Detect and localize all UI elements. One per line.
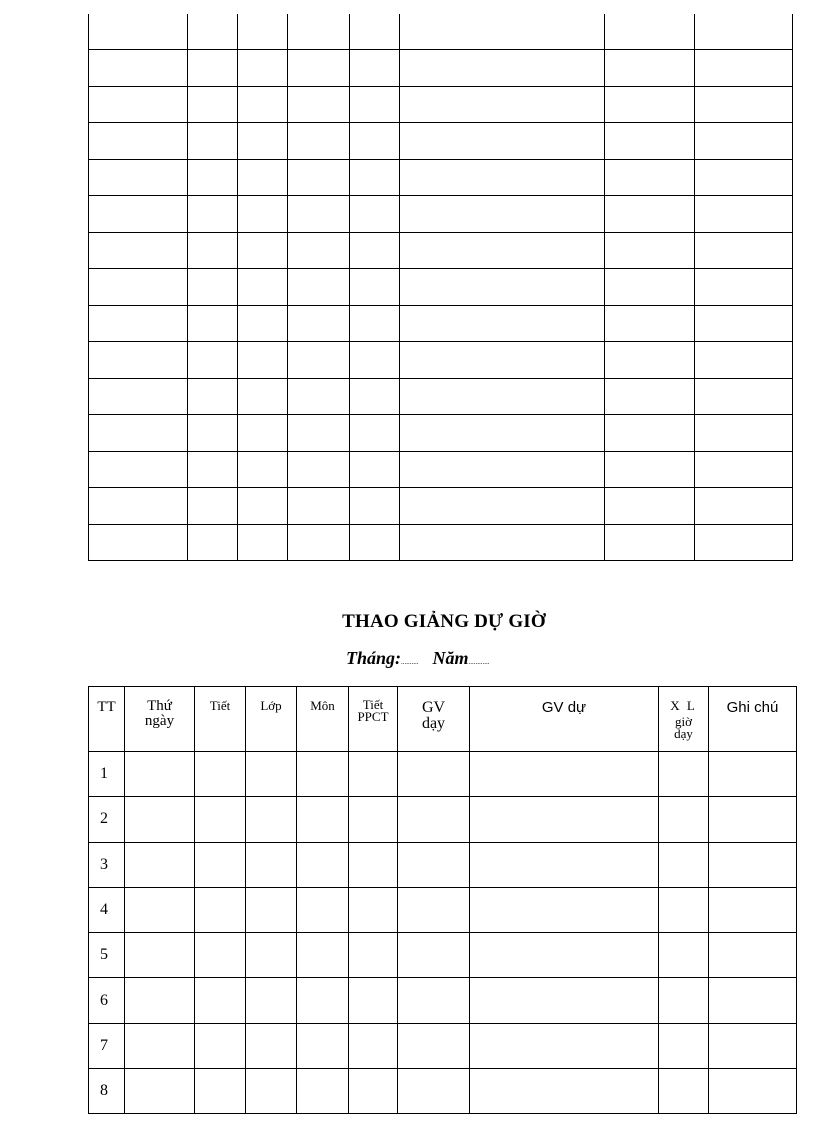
table-row bbox=[89, 269, 793, 306]
table-cell bbox=[605, 86, 695, 123]
table-cell bbox=[695, 305, 793, 342]
table-cell bbox=[605, 488, 695, 525]
table-cell bbox=[605, 50, 695, 87]
table-cell bbox=[188, 415, 238, 452]
table-row bbox=[89, 342, 793, 379]
table-cell bbox=[400, 159, 605, 196]
table-cell bbox=[709, 1069, 797, 1114]
table-cell bbox=[288, 415, 350, 452]
table-cell bbox=[695, 159, 793, 196]
table-cell bbox=[398, 978, 470, 1023]
table-cell bbox=[188, 123, 238, 160]
table-cell bbox=[89, 488, 188, 525]
header-thu-ngay: Thứ ngày bbox=[125, 687, 195, 752]
table-cell bbox=[400, 378, 605, 415]
table-row bbox=[89, 933, 797, 978]
table-cell bbox=[238, 378, 288, 415]
table-cell bbox=[349, 1069, 398, 1114]
table-cell bbox=[605, 123, 695, 160]
table-cell bbox=[297, 752, 349, 797]
table-cell bbox=[238, 232, 288, 269]
year-label: Năm bbox=[432, 648, 469, 668]
table-cell bbox=[398, 887, 470, 932]
table-cell bbox=[288, 159, 350, 196]
table-cell bbox=[709, 842, 797, 887]
table-cell bbox=[195, 1069, 246, 1114]
table-cell bbox=[350, 305, 400, 342]
table-cell bbox=[89, 415, 188, 452]
table-cell bbox=[125, 1069, 195, 1114]
table-cell bbox=[349, 842, 398, 887]
header-gv-day: GV dạy bbox=[398, 687, 470, 752]
table-cell bbox=[89, 196, 188, 233]
table-cell bbox=[188, 50, 238, 87]
table-cell bbox=[188, 232, 238, 269]
table-cell bbox=[246, 1069, 297, 1114]
table-cell bbox=[188, 342, 238, 379]
table-cell bbox=[89, 451, 188, 488]
table-cell bbox=[246, 933, 297, 978]
table-cell bbox=[398, 1023, 470, 1068]
header-gv-du: GV dự bbox=[470, 687, 659, 752]
table-cell bbox=[238, 342, 288, 379]
table-cell bbox=[695, 524, 793, 561]
table-cell bbox=[195, 933, 246, 978]
row-number: 5 bbox=[89, 933, 125, 978]
table-cell bbox=[288, 378, 350, 415]
table-cell bbox=[238, 196, 288, 233]
table-cell bbox=[188, 269, 238, 306]
table-cell bbox=[398, 1069, 470, 1114]
table-row bbox=[89, 14, 793, 50]
table-cell bbox=[350, 50, 400, 87]
table-cell bbox=[470, 1023, 659, 1068]
table-cell bbox=[297, 933, 349, 978]
table-cell bbox=[297, 887, 349, 932]
table-cell bbox=[605, 14, 695, 50]
table-cell bbox=[125, 842, 195, 887]
table-row bbox=[89, 123, 793, 160]
table-cell bbox=[400, 305, 605, 342]
table-cell bbox=[246, 797, 297, 842]
table-cell bbox=[400, 196, 605, 233]
row-number: 2 bbox=[89, 797, 125, 842]
table-cell bbox=[288, 14, 350, 50]
table-cell bbox=[288, 50, 350, 87]
table-cell bbox=[195, 1023, 246, 1068]
table-cell bbox=[297, 797, 349, 842]
table-cell bbox=[125, 887, 195, 932]
table-row bbox=[89, 305, 793, 342]
table-cell bbox=[195, 978, 246, 1023]
table-cell bbox=[659, 797, 709, 842]
row-number: 1 bbox=[89, 752, 125, 797]
table-cell bbox=[709, 933, 797, 978]
table-row bbox=[89, 50, 793, 87]
table-cell bbox=[246, 1023, 297, 1068]
row-number: 8 bbox=[89, 1069, 125, 1114]
section-title: THAO GIẢNG DỰ GIỜ bbox=[342, 611, 546, 632]
header-tiet: Tiết bbox=[195, 687, 246, 752]
table-cell bbox=[605, 232, 695, 269]
table-cell bbox=[400, 342, 605, 379]
table-cell bbox=[695, 50, 793, 87]
header-mon: Môn bbox=[297, 687, 349, 752]
table-cell bbox=[288, 196, 350, 233]
table-cell bbox=[238, 86, 288, 123]
table-cell bbox=[400, 269, 605, 306]
table-cell bbox=[288, 86, 350, 123]
table-cell bbox=[89, 269, 188, 306]
table-cell bbox=[400, 488, 605, 525]
table-cell bbox=[288, 123, 350, 160]
table-cell bbox=[188, 196, 238, 233]
table-cell bbox=[605, 524, 695, 561]
month-label: Tháng: bbox=[346, 648, 402, 668]
table-cell bbox=[89, 524, 188, 561]
header-lop: Lớp bbox=[246, 687, 297, 752]
table-row bbox=[89, 797, 797, 842]
table-cell bbox=[238, 451, 288, 488]
table-cell bbox=[195, 797, 246, 842]
table-cell bbox=[659, 842, 709, 887]
table-cell bbox=[238, 50, 288, 87]
row-number: 4 bbox=[89, 887, 125, 932]
row-number: 3 bbox=[89, 842, 125, 887]
table-row bbox=[89, 842, 797, 887]
table-cell bbox=[125, 933, 195, 978]
table-cell bbox=[288, 232, 350, 269]
table-cell bbox=[470, 887, 659, 932]
table-cell bbox=[605, 196, 695, 233]
table-cell bbox=[238, 415, 288, 452]
table-cell bbox=[709, 887, 797, 932]
table-cell bbox=[695, 269, 793, 306]
table-cell bbox=[288, 451, 350, 488]
table-cell bbox=[349, 887, 398, 932]
table-cell bbox=[349, 1023, 398, 1068]
table-cell bbox=[470, 1069, 659, 1114]
table-cell bbox=[238, 159, 288, 196]
table-cell bbox=[89, 50, 188, 87]
table-cell bbox=[188, 305, 238, 342]
table-cell bbox=[125, 1023, 195, 1068]
table-row bbox=[89, 451, 793, 488]
table-cell bbox=[695, 342, 793, 379]
table-cell bbox=[695, 451, 793, 488]
table-cell bbox=[695, 378, 793, 415]
table-cell bbox=[605, 342, 695, 379]
table-cell bbox=[398, 842, 470, 887]
table-cell bbox=[297, 1069, 349, 1114]
table-cell bbox=[89, 232, 188, 269]
table-cell bbox=[605, 378, 695, 415]
header-tiet-ppct: Tiết PPCT bbox=[349, 687, 398, 752]
table-cell bbox=[188, 86, 238, 123]
table-cell bbox=[188, 451, 238, 488]
table-cell bbox=[125, 978, 195, 1023]
table-cell bbox=[350, 524, 400, 561]
table-cell bbox=[288, 342, 350, 379]
table-cell bbox=[695, 232, 793, 269]
table-cell bbox=[659, 933, 709, 978]
table-cell bbox=[400, 123, 605, 160]
table-cell bbox=[188, 378, 238, 415]
header-ghi-chu: Ghi chú bbox=[709, 687, 797, 752]
table-cell bbox=[238, 14, 288, 50]
table-cell bbox=[659, 978, 709, 1023]
table-cell bbox=[89, 159, 188, 196]
table-cell bbox=[400, 524, 605, 561]
table-cell bbox=[350, 159, 400, 196]
table-cell bbox=[89, 14, 188, 50]
table-cell bbox=[709, 752, 797, 797]
table-cell bbox=[350, 196, 400, 233]
table-row bbox=[89, 978, 797, 1023]
table-cell bbox=[400, 14, 605, 50]
table-row bbox=[89, 378, 793, 415]
table-cell bbox=[709, 797, 797, 842]
table-cell bbox=[288, 524, 350, 561]
table-cell bbox=[246, 842, 297, 887]
table-row bbox=[89, 196, 793, 233]
table-cell bbox=[695, 123, 793, 160]
table-cell bbox=[470, 978, 659, 1023]
table-cell bbox=[89, 86, 188, 123]
table-cell bbox=[398, 933, 470, 978]
table-cell bbox=[349, 752, 398, 797]
table-cell bbox=[350, 415, 400, 452]
table-cell bbox=[238, 123, 288, 160]
table-cell bbox=[349, 933, 398, 978]
table-cell bbox=[125, 797, 195, 842]
table-cell bbox=[125, 752, 195, 797]
table-cell bbox=[288, 488, 350, 525]
table-cell bbox=[238, 524, 288, 561]
year-dots: ............ bbox=[468, 658, 490, 666]
table-row bbox=[89, 415, 793, 452]
table-cell bbox=[350, 232, 400, 269]
continued-table bbox=[88, 14, 793, 561]
table-cell bbox=[350, 14, 400, 50]
table-cell bbox=[297, 978, 349, 1023]
table-cell bbox=[288, 269, 350, 306]
table-cell bbox=[89, 123, 188, 160]
header-row bbox=[89, 687, 797, 752]
table-cell bbox=[398, 752, 470, 797]
table-cell bbox=[297, 842, 349, 887]
table-row bbox=[89, 752, 797, 797]
table-cell bbox=[246, 887, 297, 932]
table-cell bbox=[238, 305, 288, 342]
table-cell bbox=[238, 488, 288, 525]
table-cell bbox=[605, 159, 695, 196]
table-cell bbox=[188, 14, 238, 50]
table-cell bbox=[470, 933, 659, 978]
table-cell bbox=[709, 1023, 797, 1068]
table-cell bbox=[400, 451, 605, 488]
table-cell bbox=[470, 797, 659, 842]
table-cell bbox=[288, 305, 350, 342]
table-cell bbox=[89, 342, 188, 379]
table-cell bbox=[470, 842, 659, 887]
table-cell bbox=[195, 752, 246, 797]
observation-table bbox=[88, 686, 797, 1114]
table-cell bbox=[350, 269, 400, 306]
table-row bbox=[89, 887, 797, 932]
row-number: 6 bbox=[89, 978, 125, 1023]
table-row bbox=[89, 524, 793, 561]
table-cell bbox=[695, 86, 793, 123]
table-cell bbox=[89, 378, 188, 415]
table-cell bbox=[246, 978, 297, 1023]
table-cell bbox=[659, 752, 709, 797]
header-tt: TT bbox=[89, 687, 125, 752]
table-cell bbox=[238, 269, 288, 306]
table-cell bbox=[195, 887, 246, 932]
table-cell bbox=[398, 797, 470, 842]
table-cell bbox=[350, 488, 400, 525]
table-cell bbox=[195, 842, 246, 887]
table-cell bbox=[400, 415, 605, 452]
table-cell bbox=[350, 86, 400, 123]
table-cell bbox=[350, 342, 400, 379]
table-row bbox=[89, 232, 793, 269]
month-dots: .......... bbox=[401, 658, 419, 666]
table-cell bbox=[188, 488, 238, 525]
table-cell bbox=[188, 159, 238, 196]
date-line bbox=[346, 648, 490, 669]
table-row bbox=[89, 1023, 797, 1068]
table-cell bbox=[349, 797, 398, 842]
table-cell bbox=[470, 752, 659, 797]
table-cell bbox=[695, 196, 793, 233]
table-row bbox=[89, 159, 793, 196]
table-cell bbox=[188, 524, 238, 561]
table-cell bbox=[605, 415, 695, 452]
table-cell bbox=[695, 415, 793, 452]
table-cell bbox=[659, 1023, 709, 1068]
table-cell bbox=[659, 887, 709, 932]
header-xep-loai: X L giờ dạy bbox=[659, 687, 709, 752]
table-cell bbox=[350, 123, 400, 160]
table-row bbox=[89, 488, 793, 525]
table-cell bbox=[89, 305, 188, 342]
table-cell bbox=[246, 752, 297, 797]
table-row bbox=[89, 86, 793, 123]
table-cell bbox=[400, 50, 605, 87]
table-row bbox=[89, 1069, 797, 1114]
table-cell bbox=[605, 451, 695, 488]
table-cell bbox=[350, 451, 400, 488]
table-cell bbox=[695, 488, 793, 525]
table-cell bbox=[349, 978, 398, 1023]
table-cell bbox=[400, 232, 605, 269]
table-cell bbox=[400, 86, 605, 123]
table-cell bbox=[695, 14, 793, 50]
table-cell bbox=[659, 1069, 709, 1114]
row-number: 7 bbox=[89, 1023, 125, 1068]
table-cell bbox=[709, 978, 797, 1023]
table-cell bbox=[605, 305, 695, 342]
table-cell bbox=[605, 269, 695, 306]
table-cell bbox=[350, 378, 400, 415]
table-cell bbox=[297, 1023, 349, 1068]
